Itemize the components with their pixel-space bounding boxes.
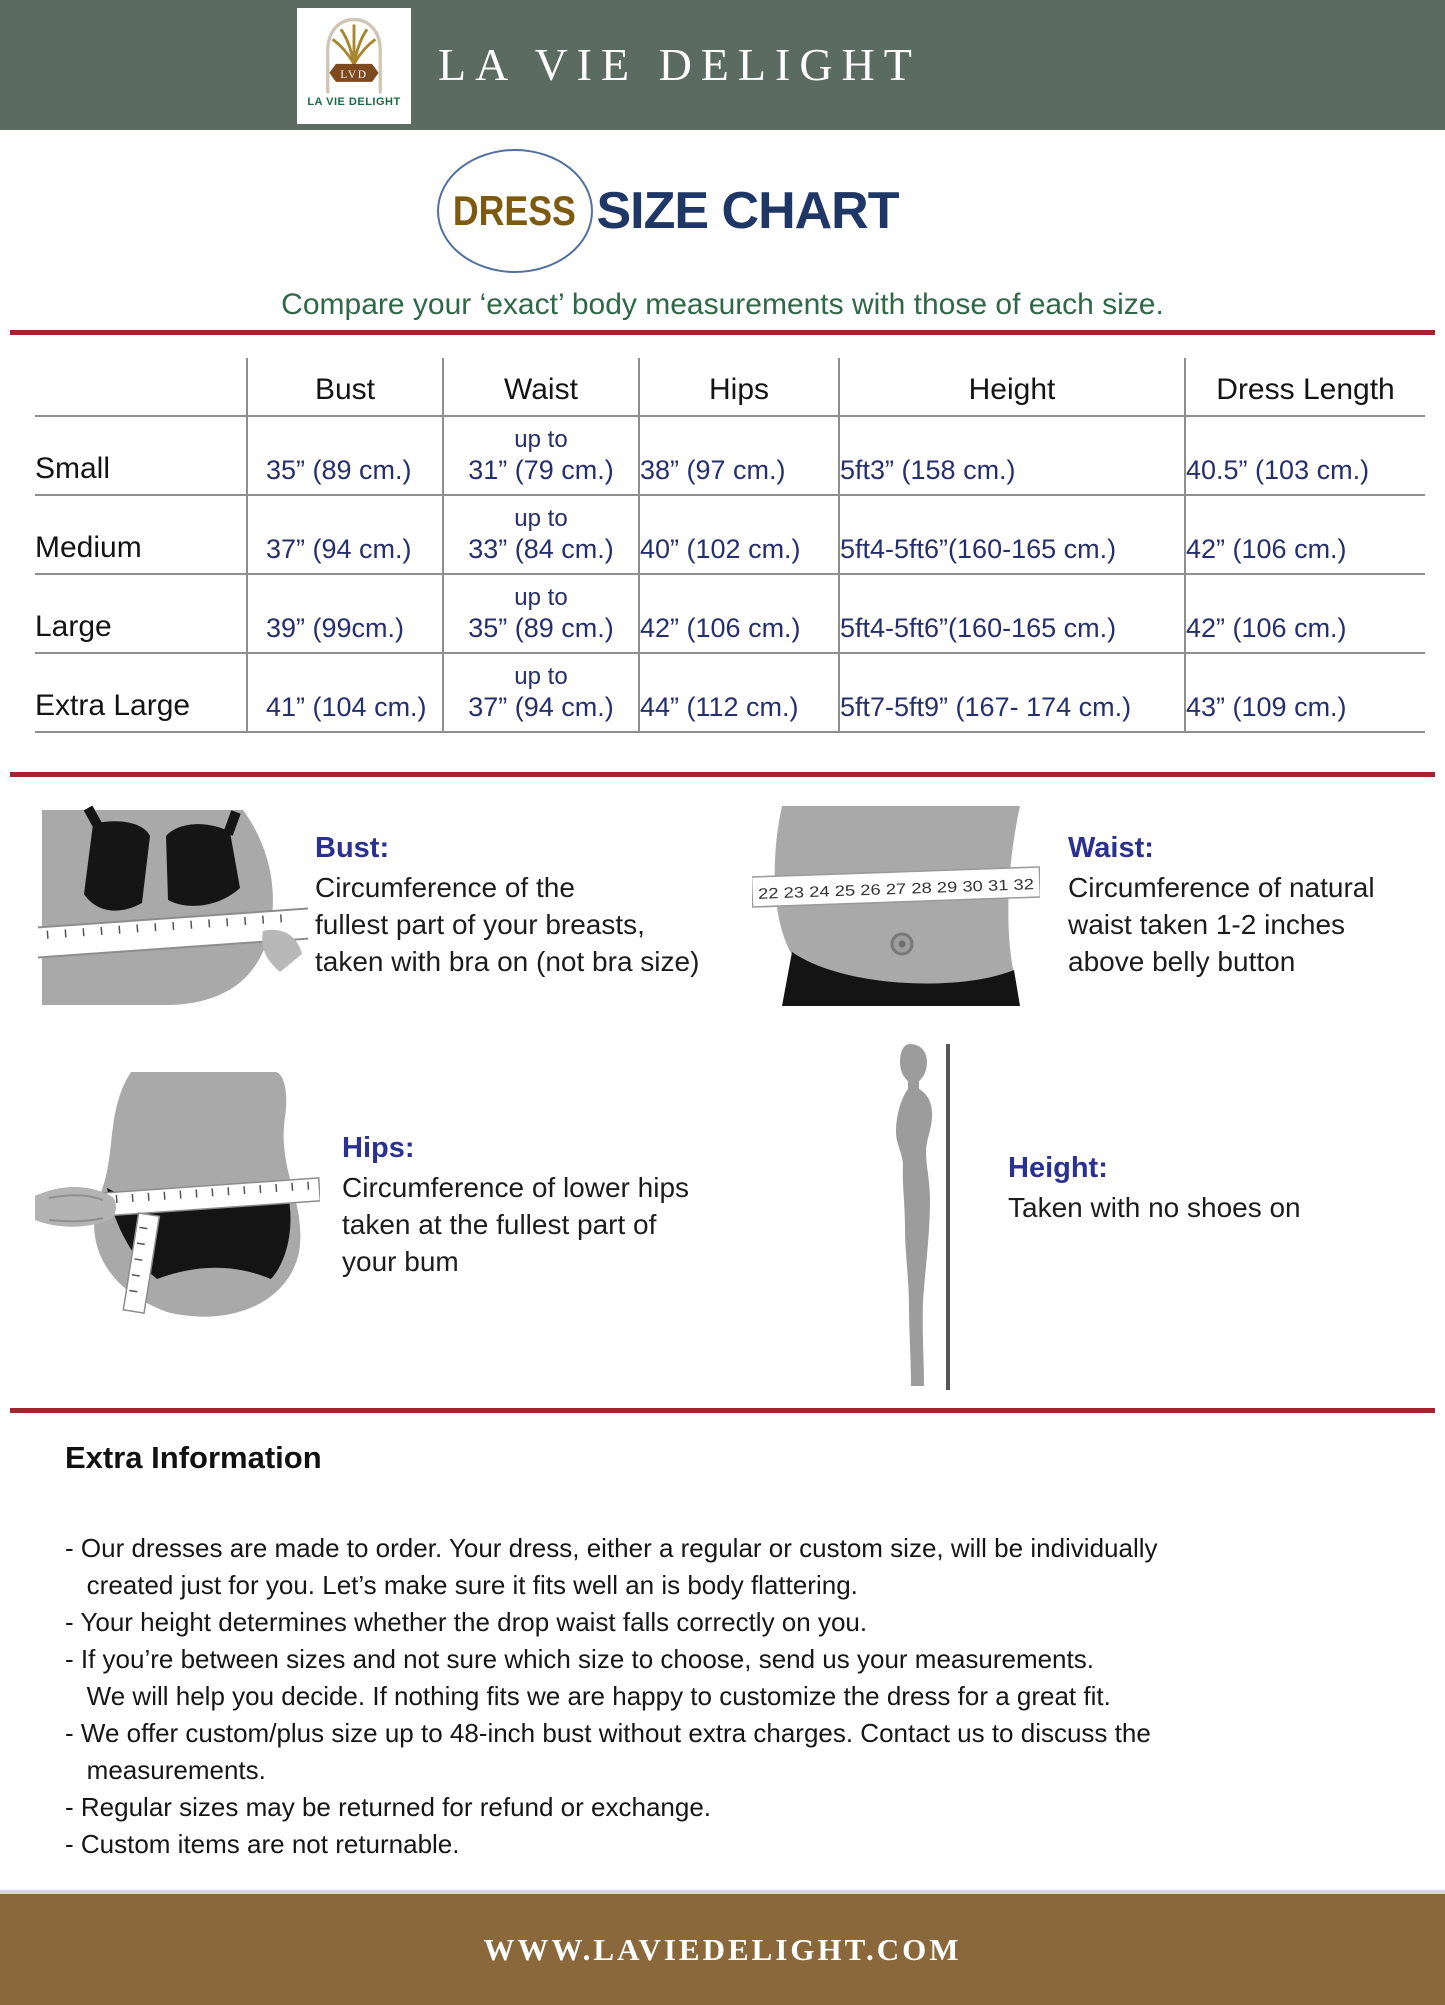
table-cell: 40” (102 cm.) bbox=[639, 495, 839, 574]
divider-top bbox=[10, 330, 1435, 335]
table-cell: 5ft4-5ft6”(160-165 cm.) bbox=[839, 574, 1185, 653]
waist-figure-image bbox=[752, 806, 1040, 1011]
bust-guide bbox=[315, 832, 785, 980]
size-chart-title: SIZE CHART bbox=[596, 182, 899, 240]
table-row bbox=[35, 653, 1425, 732]
bust-guide-title: Bust: bbox=[315, 832, 390, 864]
logo-arch-icon bbox=[313, 10, 395, 98]
brand-title: LA VIE DELIGHT bbox=[438, 39, 921, 90]
divider-bottom bbox=[10, 1408, 1435, 1413]
extra-info-line: - If you’re between sizes and not sure which size to choose, send us your measurements. bbox=[65, 1644, 1094, 1674]
row-label: Small bbox=[35, 416, 247, 495]
table-row bbox=[35, 574, 1425, 653]
bust-guide-text: Circumference of the fullest part of your breasts, taken with bra on (not bra size) bbox=[315, 872, 700, 977]
column-header: Height bbox=[839, 358, 1185, 416]
hips-guide bbox=[342, 1132, 762, 1280]
table-cell: 5ft7-5ft9” (167- 174 cm.) bbox=[839, 653, 1185, 732]
hips-figure-image bbox=[35, 1072, 320, 1327]
table-cell: 42” (106 cm.) bbox=[1186, 534, 1347, 564]
logo-fan-icon bbox=[333, 24, 376, 63]
header-band bbox=[0, 0, 1445, 130]
height-figure-image bbox=[858, 1040, 958, 1397]
height-guide-text: Taken with no shoes on bbox=[1008, 1192, 1301, 1223]
corner-cell bbox=[35, 358, 247, 416]
page-title bbox=[0, 150, 1390, 272]
extra-info-list bbox=[65, 1530, 1158, 1863]
table-cell: 41” (104 cm.) bbox=[247, 653, 443, 732]
footer-bar bbox=[0, 1894, 1445, 2005]
height-guide-title: Height: bbox=[1008, 1152, 1108, 1184]
dress-badge-ellipse bbox=[437, 149, 593, 273]
logo-monogram: LVD bbox=[340, 68, 368, 81]
table-row bbox=[35, 495, 1425, 574]
table-cell: 38” (97 cm.) bbox=[639, 416, 839, 495]
extra-info-line: - We offer custom/plus size up to 48-inch bust without extra charges. Contact us to discuss the bbox=[65, 1718, 1151, 1748]
waist-guide-text: Circumference of natural waist taken 1-2 inches above belly button bbox=[1068, 872, 1375, 977]
hips-guide-title: Hips: bbox=[342, 1132, 415, 1164]
table-cell: 5ft3” (158 cm.) bbox=[839, 416, 1185, 495]
subtitle: Compare your ‘exact’ body measurements with those of each size. bbox=[281, 288, 1164, 321]
table-cell: 42” (106 cm.) bbox=[639, 574, 839, 653]
extra-info-line: created just for you. Let’s make sure it fits well an is body flattering. bbox=[65, 1570, 858, 1600]
table-header-row bbox=[35, 358, 1425, 416]
column-header: Hips bbox=[639, 358, 839, 416]
table-cell: 35” (89 cm.) bbox=[247, 416, 443, 495]
table-cell: up to 31” (79 cm.) bbox=[443, 416, 639, 495]
extra-info-line: measurements. bbox=[65, 1755, 266, 1785]
extra-info-line: - Regular sizes may be returned for refund or exchange. bbox=[65, 1792, 712, 1822]
table-row bbox=[35, 416, 1425, 495]
row-label: Large bbox=[35, 574, 247, 653]
dress-badge: DRESS bbox=[452, 187, 576, 234]
logo-caption: LA VIE DELIGHT bbox=[307, 96, 401, 108]
extra-info-line: - Our dresses are made to order. Your dress, either a regular or custom size, will be individually bbox=[65, 1533, 1158, 1563]
table-cell: up to 37” (94 cm.) bbox=[443, 653, 639, 732]
table-cell: up to 33” (84 cm.) bbox=[443, 495, 639, 574]
size-table bbox=[35, 358, 1425, 733]
column-header: Dress Length bbox=[1216, 373, 1395, 406]
table-cell: 43” (109 cm.) bbox=[1186, 692, 1347, 722]
table-cell: 40.5” (103 cm.) bbox=[1186, 455, 1370, 485]
table-cell: up to 35” (89 cm.) bbox=[443, 574, 639, 653]
height-guide bbox=[1008, 1152, 1368, 1226]
waist-guide bbox=[1068, 832, 1428, 980]
table-cell: 39” (99cm.) bbox=[247, 574, 443, 653]
extra-info-heading: Extra Information bbox=[65, 1440, 322, 1475]
table-cell: 5ft4-5ft6”(160-165 cm.) bbox=[839, 495, 1185, 574]
row-label: Medium bbox=[35, 495, 247, 574]
brand-logo bbox=[297, 8, 411, 124]
extra-info-line: - Your height determines whether the drop waist falls correctly on you. bbox=[65, 1607, 868, 1637]
column-header: Waist bbox=[443, 358, 639, 416]
divider-middle bbox=[10, 772, 1435, 777]
table-cell: 44” (112 cm.) bbox=[639, 653, 839, 732]
table-cell: 42” (106 cm.) bbox=[1186, 613, 1347, 643]
table-cell: 37” (94 cm.) bbox=[247, 495, 443, 574]
hips-guide-text: Circumference of lower hips taken at the fullest part of your bum bbox=[342, 1172, 690, 1277]
waist-guide-title: Waist: bbox=[1068, 832, 1154, 864]
footer-url: WWW.LAVIEDELIGHT.COM bbox=[483, 1932, 962, 1967]
extra-info-line: We will help you decide. If nothing fits we are happy to customize the dress for a great fit. bbox=[65, 1681, 1111, 1711]
extra-info-line: - Custom items are not returnable. bbox=[65, 1829, 460, 1859]
tape-numbers: 22 23 24 25 26 27 28 29 30 31 32 bbox=[757, 877, 984, 903]
row-label: Extra Large bbox=[35, 653, 247, 732]
column-header: Bust bbox=[247, 358, 443, 416]
bust-figure-image bbox=[38, 806, 308, 1011]
